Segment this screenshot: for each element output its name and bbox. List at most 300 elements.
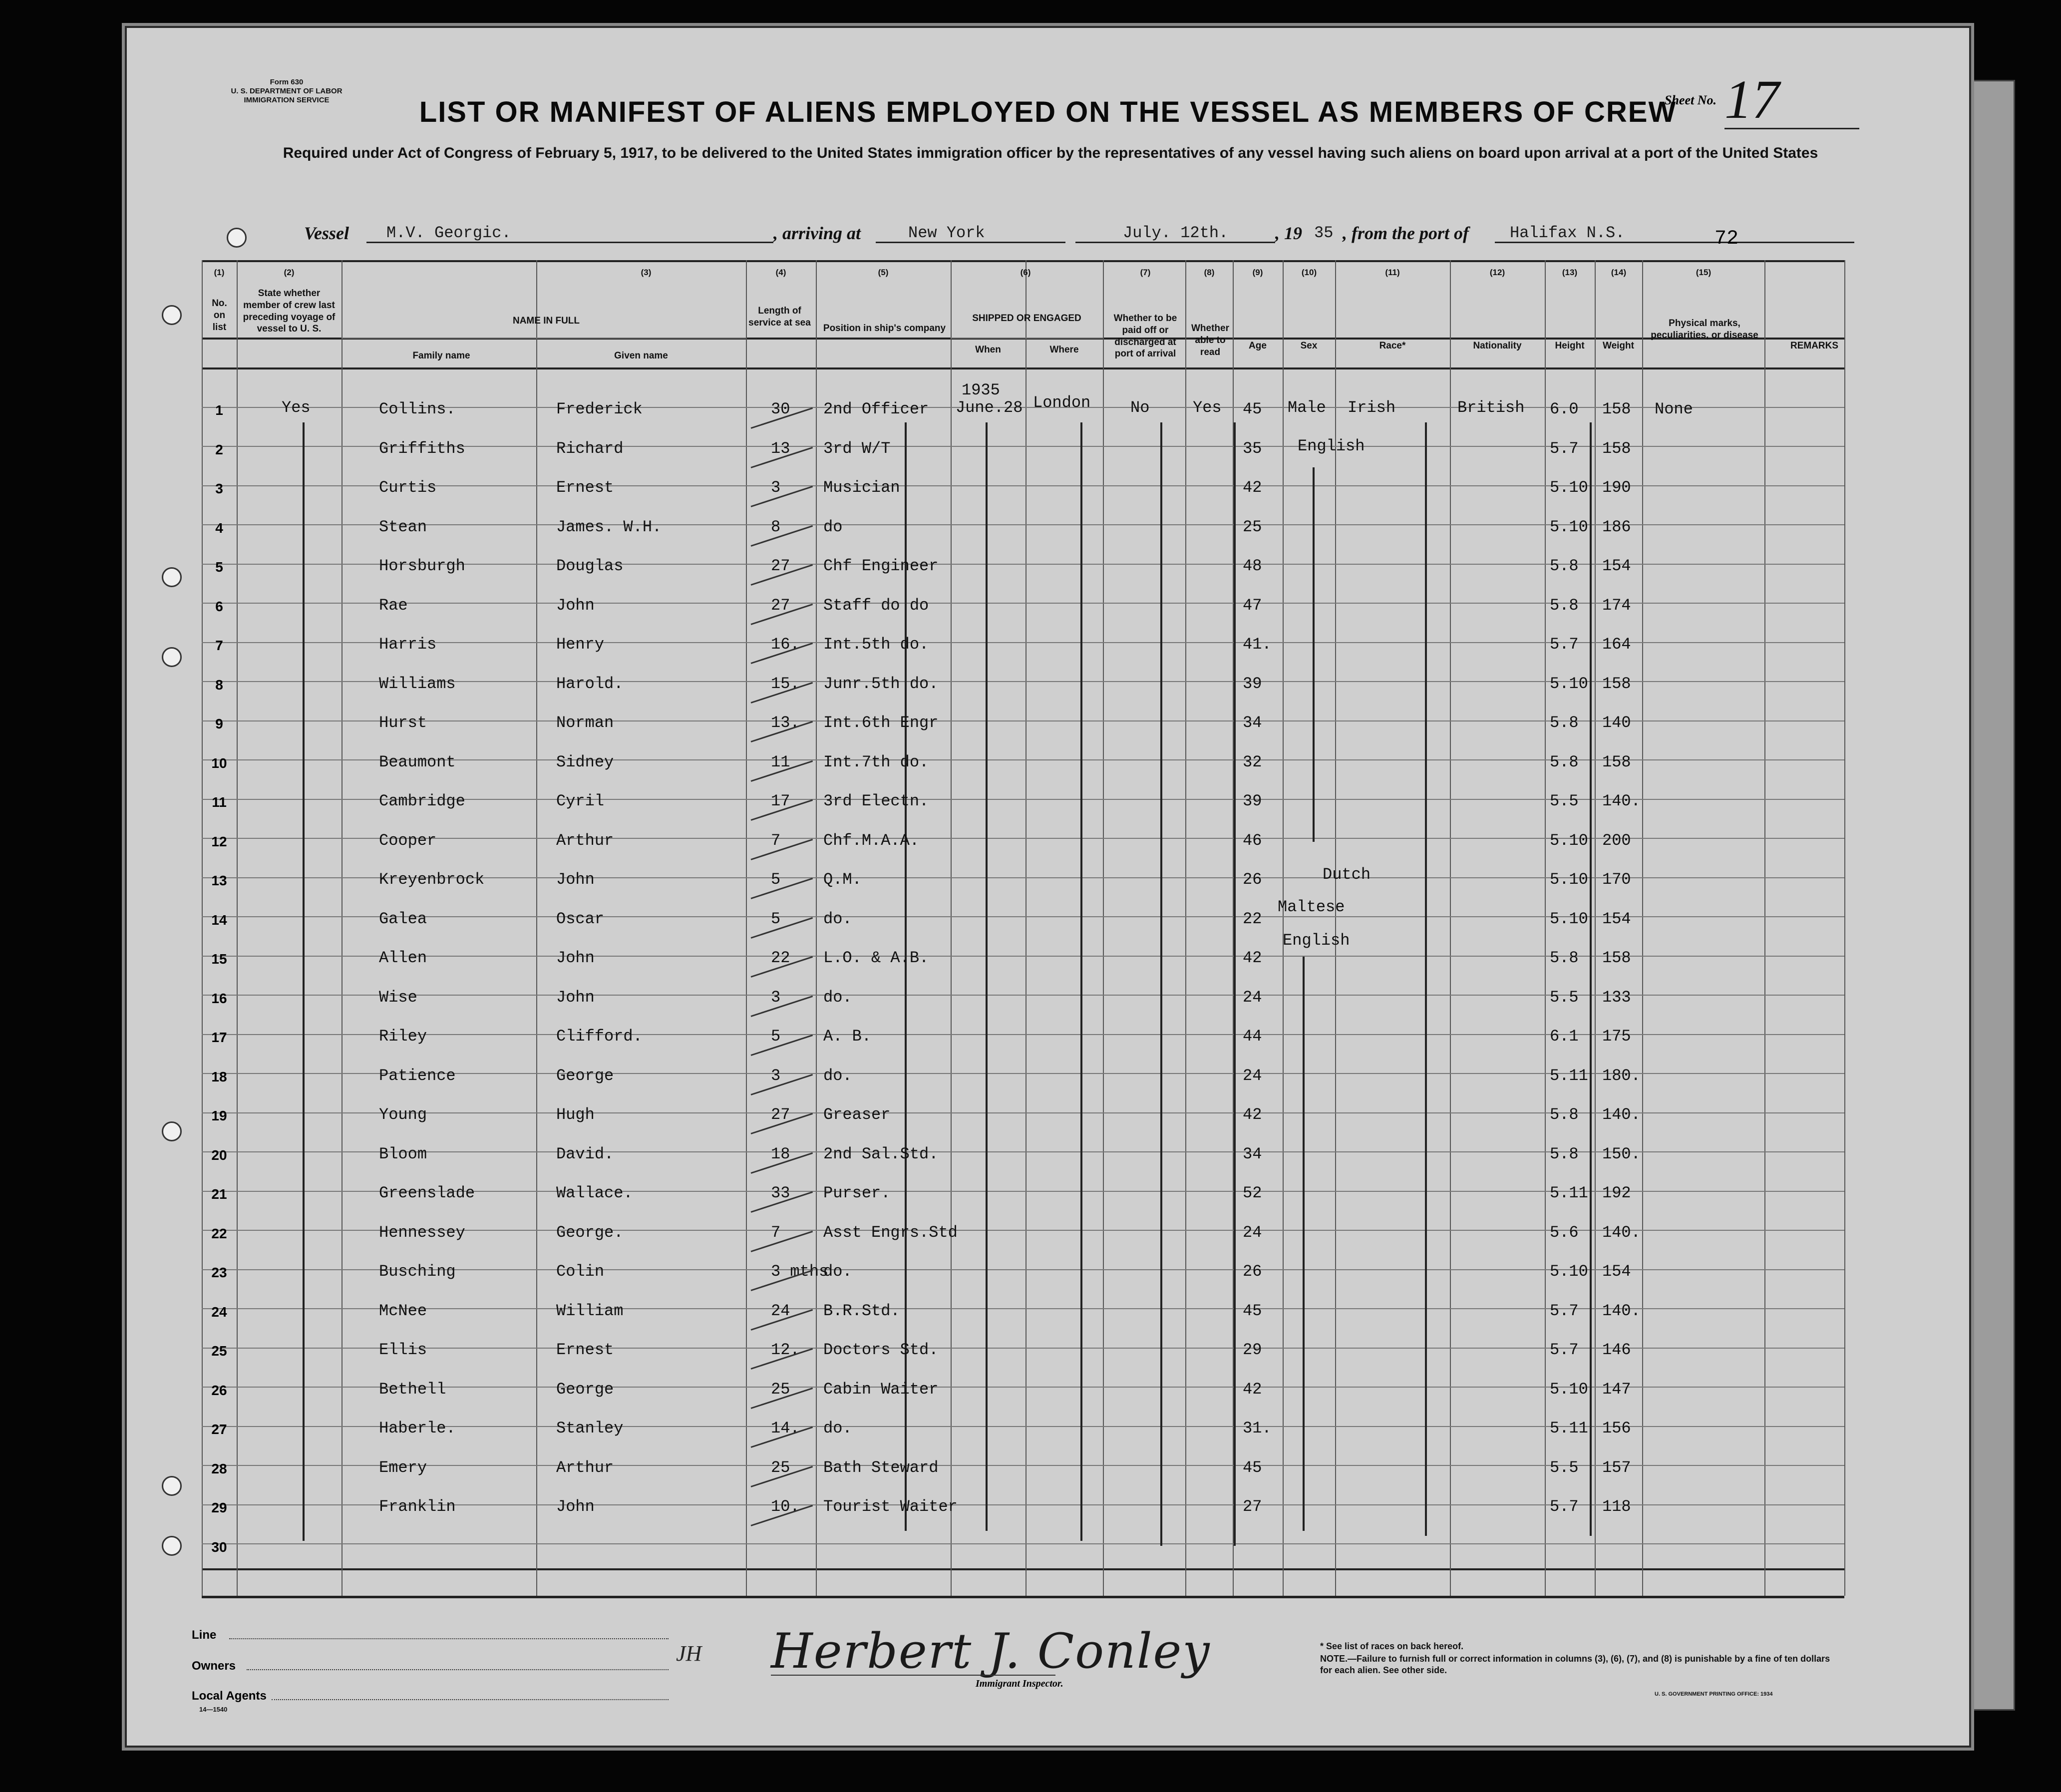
cell-age: 35 bbox=[1243, 439, 1262, 458]
cell-weight: 158 bbox=[1602, 400, 1631, 418]
cell-age: 27 bbox=[1243, 1497, 1262, 1516]
column-rule bbox=[536, 260, 537, 1596]
race-value: Irish bbox=[1348, 398, 1396, 417]
cell-height: 5.8 bbox=[1550, 949, 1579, 967]
cell-height: 5.8 bbox=[1550, 596, 1579, 615]
row-rule bbox=[202, 916, 1844, 917]
column-number: (2) bbox=[284, 268, 295, 277]
row-number: 26 bbox=[211, 1382, 227, 1398]
cell-height: 5.7 bbox=[1550, 1301, 1579, 1320]
year-prefix: , 19 bbox=[1275, 223, 1302, 243]
column-rule bbox=[1335, 260, 1336, 1596]
header-family-name: Family name bbox=[412, 351, 470, 361]
department-name: U. S. DEPARTMENT OF LABOR bbox=[231, 87, 343, 95]
cell-position: Musician bbox=[823, 478, 900, 497]
header-height: Height bbox=[1555, 341, 1585, 351]
header-age: Age bbox=[1249, 341, 1267, 351]
year-suffix: 35 bbox=[1314, 224, 1334, 242]
cell-given: Douglas bbox=[556, 557, 624, 575]
local-agents-field bbox=[272, 1699, 669, 1700]
sex-value: Male bbox=[1288, 398, 1326, 417]
row-rule bbox=[202, 995, 1844, 996]
cell-family: Cooper bbox=[379, 831, 437, 850]
cell-service: 16. bbox=[771, 635, 800, 654]
cell-service: 11 bbox=[771, 752, 790, 771]
column-number: (14) bbox=[1611, 268, 1627, 277]
cell-given: Colin bbox=[556, 1262, 605, 1281]
cell-height: 5.11 bbox=[1550, 1184, 1588, 1202]
cell-service: 22 bbox=[771, 949, 790, 967]
cell-family: Williams bbox=[379, 674, 456, 693]
cell-height: 5.8 bbox=[1550, 557, 1579, 575]
cell-position: Chf.M.A.A. bbox=[823, 831, 920, 850]
check-stroke bbox=[751, 995, 813, 1017]
row-rule bbox=[202, 603, 1844, 604]
ditto-mark-nationality bbox=[1425, 422, 1427, 1536]
row-rule bbox=[202, 1112, 1844, 1113]
row-number: 29 bbox=[211, 1500, 227, 1515]
cell-service: 8 bbox=[771, 517, 781, 536]
cell-weight: 174 bbox=[1602, 596, 1631, 615]
check-stroke bbox=[751, 1074, 813, 1095]
column-number: (3) bbox=[641, 268, 652, 277]
arriving-port: New York bbox=[908, 224, 985, 242]
column-number: (11) bbox=[1385, 268, 1400, 277]
inspector-label: Immigrant Inspector. bbox=[976, 1678, 1063, 1689]
cell-position: Doctors Std. bbox=[823, 1341, 939, 1359]
cell-given: John bbox=[556, 596, 595, 615]
row-number: 24 bbox=[211, 1304, 227, 1320]
cell-age: 32 bbox=[1243, 752, 1262, 771]
cell-age: 45 bbox=[1243, 1301, 1262, 1320]
table-bottom-rule bbox=[202, 1568, 1844, 1570]
cell-given: Sidney bbox=[556, 752, 614, 771]
row-rule bbox=[202, 485, 1844, 486]
cell-height: 5.5 bbox=[1550, 1458, 1579, 1477]
ditto-mark-sex bbox=[1234, 422, 1236, 1546]
row-number: 8 bbox=[215, 677, 223, 693]
cell-position: 3rd W/T bbox=[823, 439, 891, 458]
line-label: Line bbox=[192, 1628, 217, 1642]
cell-weight: 156 bbox=[1602, 1419, 1631, 1437]
row-number: 13 bbox=[211, 873, 227, 888]
header-where: Where bbox=[1049, 345, 1079, 355]
column-rule bbox=[1450, 260, 1451, 1596]
shipped-year: 1935 bbox=[962, 381, 1000, 399]
cell-family: Franklin bbox=[379, 1497, 456, 1516]
row-rule bbox=[202, 1348, 1844, 1349]
header-length-of-service: Length of service at sea bbox=[748, 306, 811, 328]
cell-weight: 154 bbox=[1602, 909, 1631, 928]
cell-family: Hennessey bbox=[379, 1223, 465, 1242]
cell-height: 5.7 bbox=[1550, 1341, 1579, 1359]
column-number: (13) bbox=[1562, 268, 1578, 277]
column-number: (7) bbox=[1140, 268, 1151, 277]
sheet-number: 17 bbox=[1724, 69, 1779, 130]
cell-weight: 186 bbox=[1602, 517, 1631, 536]
ditto-mark-paid-off bbox=[1080, 422, 1082, 1541]
cell-given: John bbox=[556, 949, 595, 967]
cell-service: 15. bbox=[771, 674, 800, 693]
row-number: 10 bbox=[211, 755, 227, 771]
cell-weight: 158 bbox=[1602, 439, 1631, 458]
cell-position: Asst Engrs.Std bbox=[823, 1223, 958, 1242]
shipped-when: June.28 bbox=[956, 398, 1023, 417]
cell-family: Riley bbox=[379, 1027, 427, 1046]
cell-height: 5.10 bbox=[1550, 478, 1588, 497]
cell-family: Rae bbox=[379, 596, 408, 615]
cell-height: 5.8 bbox=[1550, 714, 1579, 732]
cell-age: 24 bbox=[1243, 988, 1262, 1007]
cell-position: Purser. bbox=[823, 1184, 891, 1202]
cell-service: 14. bbox=[771, 1419, 800, 1437]
cell-height: 5.6 bbox=[1550, 1223, 1579, 1242]
cell-family: Kreyenbrock bbox=[379, 870, 485, 889]
cell-weight: 157 bbox=[1602, 1458, 1631, 1477]
cell-service: 12. bbox=[771, 1341, 800, 1359]
cell-age: 42 bbox=[1243, 949, 1262, 967]
document-title: LIST OR MANIFEST OF ALIENS EMPLOYED ON THE VESSEL AS MEMBERS OF CREW bbox=[419, 96, 1677, 128]
cell-position: Int.7th do. bbox=[823, 752, 929, 771]
cell-service: 3 bbox=[771, 1066, 781, 1085]
row-rule bbox=[202, 720, 1844, 721]
cell-service: 27 bbox=[771, 596, 790, 615]
cell-age: 34 bbox=[1243, 1144, 1262, 1163]
ditto-mark-where bbox=[986, 422, 988, 1531]
cell-weight: 140. bbox=[1602, 1223, 1641, 1242]
cell-age: 26 bbox=[1243, 1262, 1262, 1281]
row-number: 12 bbox=[211, 833, 227, 849]
cell-weight: 180. bbox=[1602, 1066, 1641, 1085]
column-rule bbox=[1026, 260, 1027, 1596]
cell-position: Greaser bbox=[823, 1105, 891, 1124]
cell-weight: 146 bbox=[1602, 1341, 1631, 1359]
cell-service: 27 bbox=[771, 1105, 790, 1124]
header-subrule bbox=[342, 338, 746, 339]
cell-height: 5.10 bbox=[1550, 831, 1588, 850]
cell-height: 5.10 bbox=[1550, 1380, 1588, 1399]
cell-weight: 170 bbox=[1602, 870, 1631, 889]
cell-height: 6.0 bbox=[1550, 400, 1579, 418]
cell-family: Young bbox=[379, 1105, 427, 1124]
cell-height: 5.11 bbox=[1550, 1419, 1588, 1437]
cell-weight: 158 bbox=[1602, 949, 1631, 967]
column-rule bbox=[202, 260, 203, 1596]
header-sex: Sex bbox=[1300, 341, 1318, 351]
cell-position: do. bbox=[823, 1262, 852, 1281]
cell-position: L.O. & A.B. bbox=[823, 949, 929, 967]
column-rule bbox=[342, 260, 343, 1596]
cell-given: Henry bbox=[556, 635, 605, 654]
paid-off-value: No bbox=[1130, 398, 1150, 417]
cell-family: Harris bbox=[379, 635, 437, 654]
row-number: 21 bbox=[211, 1186, 227, 1202]
column-rule bbox=[1185, 260, 1186, 1596]
cell-height: 5.10 bbox=[1550, 674, 1588, 693]
column-number: (15) bbox=[1696, 268, 1712, 277]
column-rule bbox=[1545, 260, 1546, 1596]
table-top-rule bbox=[202, 260, 1844, 262]
cell-age: 24 bbox=[1243, 1066, 1262, 1085]
cell-service: 25 bbox=[771, 1458, 790, 1477]
cell-weight: 140. bbox=[1602, 1301, 1641, 1320]
cell-height: 5.10 bbox=[1550, 1262, 1588, 1281]
from-port: Halifax N.S. bbox=[1510, 224, 1625, 242]
line-field bbox=[229, 1638, 669, 1639]
cell-position: Staff do do bbox=[823, 596, 929, 615]
row-number: 22 bbox=[211, 1225, 227, 1241]
cell-age: 42 bbox=[1243, 1105, 1262, 1124]
header-able-to-read: Whether able to read bbox=[1191, 323, 1229, 358]
cell-family: Allen bbox=[379, 949, 427, 967]
row-number: 20 bbox=[211, 1147, 227, 1163]
cell-service: 25 bbox=[771, 1380, 790, 1399]
column-number: (12) bbox=[1489, 268, 1505, 277]
check-stroke bbox=[751, 1035, 813, 1056]
service-name: IMMIGRATION SERVICE bbox=[244, 96, 330, 104]
local-agents-label: Local Agents bbox=[192, 1689, 267, 1703]
cell-service: 7 bbox=[771, 1223, 781, 1242]
row-number: 30 bbox=[211, 1539, 227, 1555]
cell-age: 46 bbox=[1243, 831, 1262, 850]
race-row-14: Maltese bbox=[1278, 898, 1345, 916]
cell-given: James. W.H. bbox=[556, 517, 662, 536]
cell-service: 13. bbox=[771, 714, 800, 732]
cell-given: Harold. bbox=[556, 674, 624, 693]
header-subrule bbox=[951, 338, 1103, 339]
cell-family: Horsburgh bbox=[379, 557, 465, 575]
cell-height: 5.8 bbox=[1550, 1105, 1579, 1124]
row-rule bbox=[202, 1308, 1844, 1309]
cell-family: Ellis bbox=[379, 1341, 427, 1359]
cell-weight: 154 bbox=[1602, 1262, 1631, 1281]
cell-given: Wallace. bbox=[556, 1184, 633, 1202]
agents-code: 14—1540 bbox=[199, 1706, 228, 1713]
row-rule bbox=[202, 1387, 1844, 1388]
manifest-sheet bbox=[125, 26, 1971, 1748]
cell-service: 27 bbox=[771, 557, 790, 575]
cell-position: do bbox=[823, 517, 843, 536]
cell-height: 5.8 bbox=[1550, 1144, 1579, 1163]
cell-position: Bath Steward bbox=[823, 1458, 939, 1477]
column-number: (5) bbox=[878, 268, 889, 277]
cell-family: Cambridge bbox=[379, 792, 465, 810]
row-rule bbox=[202, 1034, 1844, 1035]
column-number: (4) bbox=[775, 268, 786, 277]
cell-age: 24 bbox=[1243, 1223, 1262, 1242]
cell-service: 5 bbox=[771, 1027, 781, 1046]
cell-given: Ernest bbox=[556, 478, 614, 497]
binder-hole bbox=[162, 567, 182, 587]
cell-family: Beaumont bbox=[379, 752, 456, 771]
cell-family: Patience bbox=[379, 1066, 456, 1085]
cell-family: Haberle. bbox=[379, 1419, 456, 1437]
cell-height: 6.1 bbox=[1550, 1027, 1579, 1046]
cell-age: 45 bbox=[1243, 400, 1262, 418]
cell-family: Wise bbox=[379, 988, 417, 1007]
owners-field bbox=[247, 1669, 669, 1670]
cell-weight: 175 bbox=[1602, 1027, 1631, 1046]
row-number: 1 bbox=[215, 402, 223, 418]
race-row-15: English bbox=[1283, 931, 1350, 950]
cell-given: Cyril bbox=[556, 792, 605, 810]
cell-age: 44 bbox=[1243, 1027, 1262, 1046]
races-note: * See list of races on back hereof. bbox=[1320, 1641, 1464, 1651]
cell-position: Tourist Waiter bbox=[823, 1497, 958, 1516]
cell-weight: 200 bbox=[1602, 831, 1631, 850]
column-rule bbox=[816, 260, 817, 1596]
inspector-initials: JH bbox=[676, 1641, 702, 1666]
cell-service: 18 bbox=[771, 1144, 790, 1163]
owners-label: Owners bbox=[192, 1659, 236, 1673]
header-when: When bbox=[975, 345, 1001, 355]
binder-hole bbox=[162, 1476, 182, 1496]
cell-family: Greenslade bbox=[379, 1184, 475, 1202]
cell-given: John bbox=[556, 988, 595, 1007]
cell-age: 29 bbox=[1243, 1341, 1262, 1359]
cell-given: George bbox=[556, 1380, 614, 1399]
cell-given: John bbox=[556, 870, 595, 889]
cell-service: 3 mths bbox=[771, 1262, 829, 1281]
cell-family: Galea bbox=[379, 909, 427, 928]
cell-family: Bethell bbox=[379, 1380, 446, 1399]
row-number: 16 bbox=[211, 990, 227, 1006]
cell-weight: 158 bbox=[1602, 752, 1631, 771]
from-port-underline bbox=[1495, 242, 1854, 243]
row-number: 18 bbox=[211, 1069, 227, 1084]
check-stroke bbox=[751, 838, 813, 860]
check-stroke bbox=[751, 1230, 813, 1252]
cell-weight: 190 bbox=[1602, 478, 1631, 497]
cell-service: 33 bbox=[771, 1184, 790, 1202]
row-number: 5 bbox=[215, 559, 223, 575]
cell-age: 39 bbox=[1243, 792, 1262, 810]
from-port-label: , from the port of bbox=[1343, 223, 1469, 243]
cell-given: Stanley bbox=[556, 1419, 624, 1437]
cell-age: 48 bbox=[1243, 557, 1262, 575]
cell-age: 41. bbox=[1243, 635, 1272, 654]
row-number: 11 bbox=[212, 794, 227, 810]
ditto-mark-race-1 bbox=[1313, 467, 1315, 842]
header-paid-off: Whether to be paid off or discharged at port of arrival bbox=[1113, 313, 1177, 359]
binder-hole bbox=[162, 1121, 182, 1141]
cell-service: 10. bbox=[771, 1497, 800, 1516]
printer-line: U. S. GOVERNMENT PRINTING OFFICE: 1934 bbox=[1655, 1691, 1773, 1697]
physical-marks-value: None bbox=[1655, 400, 1693, 418]
cell-service: 5 bbox=[771, 870, 781, 889]
cell-given: Arthur bbox=[556, 1458, 614, 1477]
header-shipped-engaged: SHIPPED OR ENGAGED bbox=[972, 313, 1081, 324]
date-underline bbox=[1075, 242, 1275, 243]
cell-service: 13 bbox=[771, 439, 790, 458]
header-remarks: REMARKS bbox=[1790, 341, 1839, 351]
cell-family: Stean bbox=[379, 517, 427, 536]
cell-given: Oscar bbox=[556, 909, 605, 928]
row-number: 6 bbox=[215, 598, 223, 614]
cell-weight: 164 bbox=[1602, 635, 1631, 654]
column-number: (8) bbox=[1204, 268, 1215, 277]
binder-hole bbox=[227, 228, 247, 248]
cell-weight: 133 bbox=[1602, 988, 1631, 1007]
able-to-read-value: Yes bbox=[1193, 398, 1222, 417]
header-position: Position in ship's company bbox=[823, 323, 946, 334]
header-given-name: Given name bbox=[614, 351, 668, 361]
check-stroke bbox=[751, 525, 813, 546]
column-rule bbox=[1283, 260, 1284, 1596]
ditto-mark-race-2 bbox=[1303, 957, 1305, 1531]
cell-age: 34 bbox=[1243, 714, 1262, 732]
cell-weight: 150. bbox=[1602, 1144, 1641, 1163]
ditto-mark-physical-marks bbox=[1590, 422, 1592, 1536]
cell-given: Arthur bbox=[556, 831, 614, 850]
cell-height: 5.11 bbox=[1550, 1066, 1588, 1085]
column-rule bbox=[1642, 260, 1643, 1596]
ditto-mark-read bbox=[1160, 422, 1162, 1546]
cell-service: 3 bbox=[771, 988, 781, 1007]
cell-age: 52 bbox=[1243, 1184, 1262, 1202]
cell-age: 47 bbox=[1243, 596, 1262, 615]
row-rule bbox=[202, 1543, 1844, 1544]
cell-service: 30 bbox=[771, 400, 790, 418]
cell-height: 5.7 bbox=[1550, 1497, 1579, 1516]
nationality-value: British bbox=[1457, 398, 1525, 417]
cell-weight: 192 bbox=[1602, 1184, 1631, 1202]
document-subtitle: Required under Act of Congress of February 5, 1917, to be delivered to the United States immigration officer by the representatives of any vessel having such aliens on board upon arrival at a port of the United States bbox=[283, 145, 1818, 161]
cell-given: John bbox=[556, 1497, 595, 1516]
ditto-mark-voyage bbox=[303, 422, 305, 1541]
cell-position: Q.M. bbox=[823, 870, 862, 889]
inspector-signature: Herbert J. Conley bbox=[771, 1623, 1211, 1679]
cell-family: McNee bbox=[379, 1301, 427, 1320]
column-number: (6) bbox=[1020, 268, 1031, 277]
cell-given: George bbox=[556, 1066, 614, 1085]
cell-height: 5.7 bbox=[1550, 635, 1579, 654]
cell-height: 5.5 bbox=[1550, 792, 1579, 810]
check-stroke bbox=[751, 917, 813, 938]
row-number: 19 bbox=[211, 1108, 227, 1123]
column-rule bbox=[1595, 260, 1596, 1596]
row-number: 15 bbox=[211, 951, 227, 967]
column-number: (1) bbox=[214, 268, 225, 277]
cell-position: do. bbox=[823, 1066, 852, 1085]
cell-position: 3rd Electn. bbox=[823, 792, 929, 810]
cell-family: Busching bbox=[379, 1262, 456, 1281]
row-number: 25 bbox=[211, 1343, 227, 1359]
row-rule bbox=[202, 956, 1844, 957]
column-rule bbox=[1103, 260, 1104, 1596]
row-rule bbox=[202, 524, 1844, 525]
cell-weight: 140. bbox=[1602, 1105, 1641, 1124]
vessel-label: Vessel bbox=[304, 223, 349, 243]
column-number: (9) bbox=[1252, 268, 1263, 277]
column-rule bbox=[746, 260, 747, 1596]
arrival-date: July. 12th. bbox=[1123, 224, 1229, 242]
cell-family: Collins. bbox=[379, 400, 456, 418]
cell-position: do. bbox=[823, 909, 852, 928]
cell-position: do. bbox=[823, 1419, 852, 1437]
row-number: 17 bbox=[211, 1030, 227, 1045]
cell-height: 5.10 bbox=[1550, 517, 1588, 536]
header-race: Race* bbox=[1379, 341, 1406, 351]
cell-age: 26 bbox=[1243, 870, 1262, 889]
footer-top-rule bbox=[202, 1596, 1844, 1598]
row-number: 3 bbox=[215, 481, 223, 496]
row-rule bbox=[202, 642, 1844, 643]
cell-given: Norman bbox=[556, 714, 614, 732]
binder-hole bbox=[162, 647, 182, 667]
cell-service: 17 bbox=[771, 792, 790, 810]
cell-weight: 154 bbox=[1602, 557, 1631, 575]
